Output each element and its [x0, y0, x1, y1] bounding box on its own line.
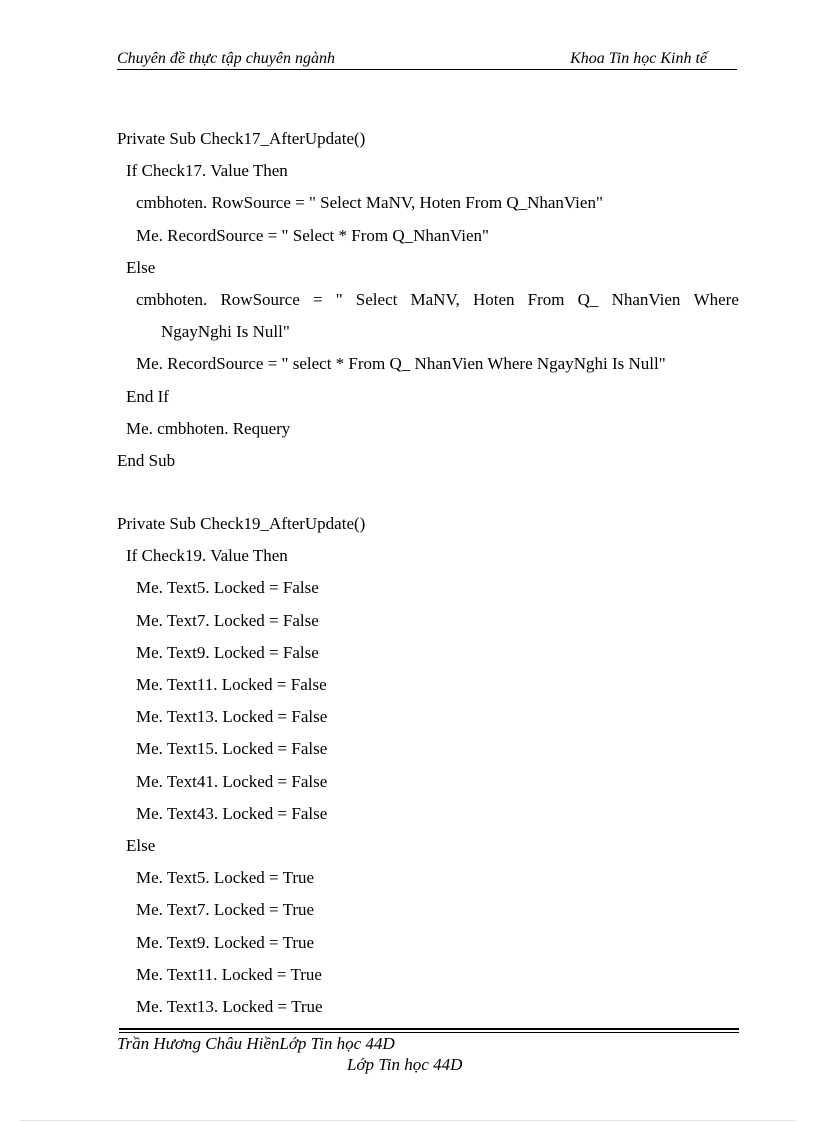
code-word: cmbhoten. — [136, 289, 208, 309]
code-word: Where — [693, 289, 739, 309]
code-line: Me. Text13. Locked = False — [136, 707, 328, 727]
code-line: Me. Text9. Locked = True — [136, 932, 315, 952]
code-line: Else — [126, 835, 156, 855]
page-bottom-edge — [20, 1120, 796, 1121]
code-line: Me. RecordSource = " select * From Q_ NhanVien Where NgayNghi Is Null" — [136, 354, 666, 374]
code-line: If Check19. Value Then — [126, 546, 288, 566]
code-block — [117, 127, 739, 1027]
code-word: Q_ — [577, 289, 599, 309]
code-line: If Check17. Value Then — [126, 161, 288, 181]
code-line: End Sub — [117, 450, 176, 470]
code-line: Me. Text15. Locked = False — [136, 739, 328, 759]
code-line: Else — [126, 257, 156, 277]
code-line: Me. Text11. Locked = False — [136, 675, 327, 694]
code-line: End If — [126, 386, 169, 406]
code-line: Me. Text11. Locked = True — [136, 964, 322, 984]
code-line: Me. Text43. Locked = False — [136, 803, 328, 823]
code-line: Me. RecordSource = " Select * From Q_NhanVien" — [136, 225, 489, 245]
code-word: MaNV, — [410, 289, 460, 309]
code-line: Private Sub Check17_AfterUpdate() — [117, 129, 366, 148]
header-left-title: Chuyên đề thực tập chuyên ngành — [117, 50, 335, 67]
page-header — [117, 50, 737, 70]
code-line: Me. Text9. Locked = False — [136, 642, 319, 662]
code-word: " — [335, 289, 343, 309]
code-line: Me. Text5. Locked = True — [136, 868, 315, 888]
footer-class: Lớp Tin học 44D — [347, 1055, 463, 1074]
code-word: RowSource — [220, 289, 300, 309]
code-line: Me. cmbhoten. Requery — [126, 418, 291, 438]
header-rule — [117, 69, 737, 70]
code-word: NhanVien — [611, 289, 681, 309]
code-line: NgayNghi Is Null" — [161, 322, 290, 342]
code-line: Me. Text41. Locked = False — [136, 771, 328, 791]
footer-rule-thick — [119, 1028, 739, 1030]
code-line: Me. Text7. Locked = False — [136, 610, 319, 630]
footer-author: Trần Hương Châu HiềnLớp Tin học 44D — [117, 1034, 395, 1053]
code-word: Select — [355, 289, 398, 309]
code-line: Private Sub Check19_AfterUpdate() — [117, 514, 366, 534]
footer-rule-thin — [119, 1032, 739, 1033]
header-right-title: Khoa Tin học Kinh tế — [570, 50, 707, 67]
code-line-justified — [117, 288, 739, 320]
code-line: Me. Text5. Locked = False — [136, 578, 319, 598]
code-word: From — [527, 289, 565, 309]
code-word: Hoten — [472, 289, 515, 309]
code-line: Me. Text13. Locked = True — [136, 996, 323, 1016]
code-line: Me. Text7. Locked = True — [136, 900, 315, 920]
code-line-blank — [117, 481, 739, 512]
code-line: cmbhoten. RowSource = " Select MaNV, Hoten From Q_NhanVien" — [136, 193, 603, 213]
code-word: = — [312, 289, 323, 309]
